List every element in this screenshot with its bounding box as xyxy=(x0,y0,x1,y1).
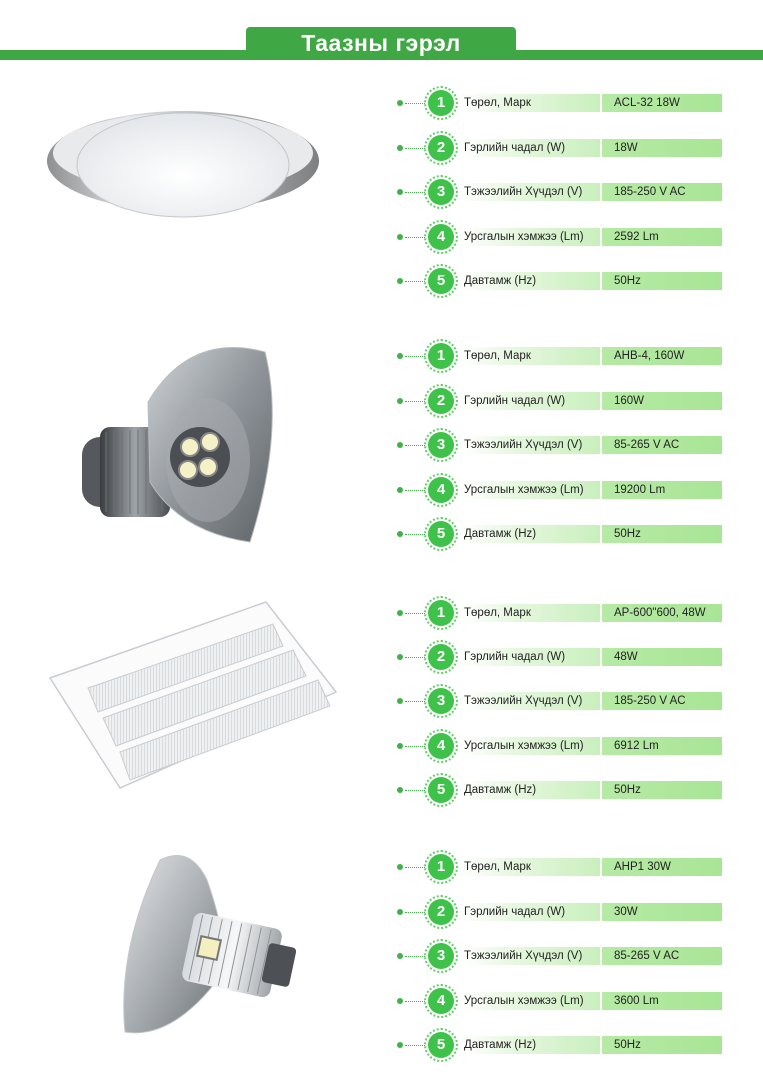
spec-value: 48W xyxy=(602,648,722,666)
spec-row xyxy=(397,516,727,552)
number-badge: 4 xyxy=(424,473,458,507)
number-badge: 1 xyxy=(424,339,458,373)
spec-value: 50Hz xyxy=(602,781,722,799)
spec-row xyxy=(397,728,727,764)
bullet-dots xyxy=(397,398,425,404)
spec-label: Тэжээлийн Хүчдэл (V) xyxy=(460,183,600,201)
spec-row xyxy=(397,683,727,719)
bullet-dots xyxy=(397,353,425,359)
spec-row xyxy=(397,849,727,885)
spec-row xyxy=(397,263,727,299)
number-badge: 3 xyxy=(424,939,458,973)
spec-value: 30W xyxy=(602,903,722,921)
bullet-dots xyxy=(397,278,425,284)
bullet-dots xyxy=(397,953,425,959)
spec-row xyxy=(397,938,727,974)
product-section xyxy=(0,337,763,567)
spec-label: Тэжээлийн Хүчдэл (V) xyxy=(460,947,600,965)
bullet-dots xyxy=(397,442,425,448)
spec-label: Гэрлийн чадал (W) xyxy=(460,648,600,666)
spec-label: Урсгалын хэмжээ (Lm) xyxy=(460,737,600,755)
spec-label: Тэжээлийн Хүчдэл (V) xyxy=(460,692,600,710)
bullet-dots xyxy=(397,100,425,106)
spec-row xyxy=(397,427,727,463)
spec-value: 3600 Lm xyxy=(602,992,722,1010)
high-bay-light-image xyxy=(115,850,305,1040)
spec-row xyxy=(397,130,727,166)
bullet-dots xyxy=(397,654,425,660)
spec-label: Гэрлийн чадал (W) xyxy=(460,139,600,157)
spec-label: Тэжээлийн Хүчдэл (V) xyxy=(460,436,600,454)
spec-row xyxy=(397,338,727,374)
number-badge: 3 xyxy=(424,428,458,462)
number-badge: 2 xyxy=(424,384,458,418)
number-badge: 5 xyxy=(424,1028,458,1062)
spec-row xyxy=(397,383,727,419)
spec-label: Давтамж (Hz) xyxy=(460,272,600,290)
spec-value: 185-250 V AC xyxy=(602,183,722,201)
number-badge: 2 xyxy=(424,640,458,674)
spec-value: 85-265 V AC xyxy=(602,436,722,454)
bullet-dots xyxy=(397,909,425,915)
spec-label: Төрөл, Марк xyxy=(460,604,600,622)
spec-label: Төрөл, Марк xyxy=(460,94,600,112)
product-section xyxy=(0,848,763,1077)
bullet-dots xyxy=(397,998,425,1004)
spec-row xyxy=(397,472,727,508)
bullet-dots xyxy=(397,189,425,195)
spec-label: Гэрлийн чадал (W) xyxy=(460,392,600,410)
number-badge: 4 xyxy=(424,984,458,1018)
number-badge: 5 xyxy=(424,773,458,807)
number-badge: 3 xyxy=(424,684,458,718)
number-badge: 5 xyxy=(424,517,458,551)
bullet-dots xyxy=(397,743,425,749)
spec-label: Урсгалын хэмжээ (Lm) xyxy=(460,481,600,499)
bullet-dots xyxy=(397,787,425,793)
spec-row xyxy=(397,772,727,808)
spec-row xyxy=(397,639,727,675)
spec-row xyxy=(397,894,727,930)
round-ceiling-light-image xyxy=(45,103,321,223)
spec-label: Давтамж (Hz) xyxy=(460,1036,600,1054)
spec-value: AHB-4, 160W xyxy=(602,347,722,365)
bullet-dots xyxy=(397,487,425,493)
spec-label: Төрөл, Марк xyxy=(460,347,600,365)
spec-label: Урсгалын хэмжээ (Lm) xyxy=(460,992,600,1010)
spec-row xyxy=(397,595,727,631)
bullet-dots xyxy=(397,234,425,240)
spec-label: Гэрлийн чадал (W) xyxy=(460,903,600,921)
number-badge: 2 xyxy=(424,895,458,929)
spec-value: 18W xyxy=(602,139,722,157)
number-badge: 4 xyxy=(424,220,458,254)
bullet-dots xyxy=(397,698,425,704)
number-badge: 5 xyxy=(424,264,458,298)
spec-value: 50Hz xyxy=(602,525,722,543)
spec-value: 160W xyxy=(602,392,722,410)
spec-row xyxy=(397,174,727,210)
spec-value: AHP1 30W xyxy=(602,858,722,876)
spec-value: 6912 Lm xyxy=(602,737,722,755)
spec-value: 185-250 V AC xyxy=(602,692,722,710)
bullet-dots xyxy=(397,145,425,151)
bullet-dots xyxy=(397,1042,425,1048)
spec-value: 50Hz xyxy=(602,1036,722,1054)
number-badge: 4 xyxy=(424,729,458,763)
spec-value: 2592 Lm xyxy=(602,228,722,246)
product-section xyxy=(0,85,763,315)
spec-label: Урсгалын хэмжээ (Lm) xyxy=(460,228,600,246)
number-badge: 1 xyxy=(424,850,458,884)
product-section xyxy=(0,594,763,824)
page-title: Таазны гэрэл xyxy=(246,27,516,60)
number-badge: 1 xyxy=(424,596,458,630)
spec-row xyxy=(397,219,727,255)
spec-row xyxy=(397,1027,727,1063)
number-badge: 1 xyxy=(424,86,458,120)
spec-label: Төрөл, Марк xyxy=(460,858,600,876)
high-bay-light-image xyxy=(80,342,280,552)
bullet-dots xyxy=(397,864,425,870)
spec-value: ACL-32 18W xyxy=(602,94,722,112)
bullet-dots xyxy=(397,610,425,616)
number-badge: 2 xyxy=(424,131,458,165)
panel-light-image xyxy=(48,600,338,800)
spec-label: Давтамж (Hz) xyxy=(460,525,600,543)
spec-value: 50Hz xyxy=(602,272,722,290)
spec-row xyxy=(397,983,727,1019)
bullet-dots xyxy=(397,531,425,537)
number-badge: 3 xyxy=(424,175,458,209)
spec-value: AP-600"600, 48W xyxy=(602,604,722,622)
spec-label: Давтамж (Hz) xyxy=(460,781,600,799)
spec-value: 85-265 V AC xyxy=(602,947,722,965)
spec-value: 19200 Lm xyxy=(602,481,722,499)
spec-row xyxy=(397,85,727,121)
